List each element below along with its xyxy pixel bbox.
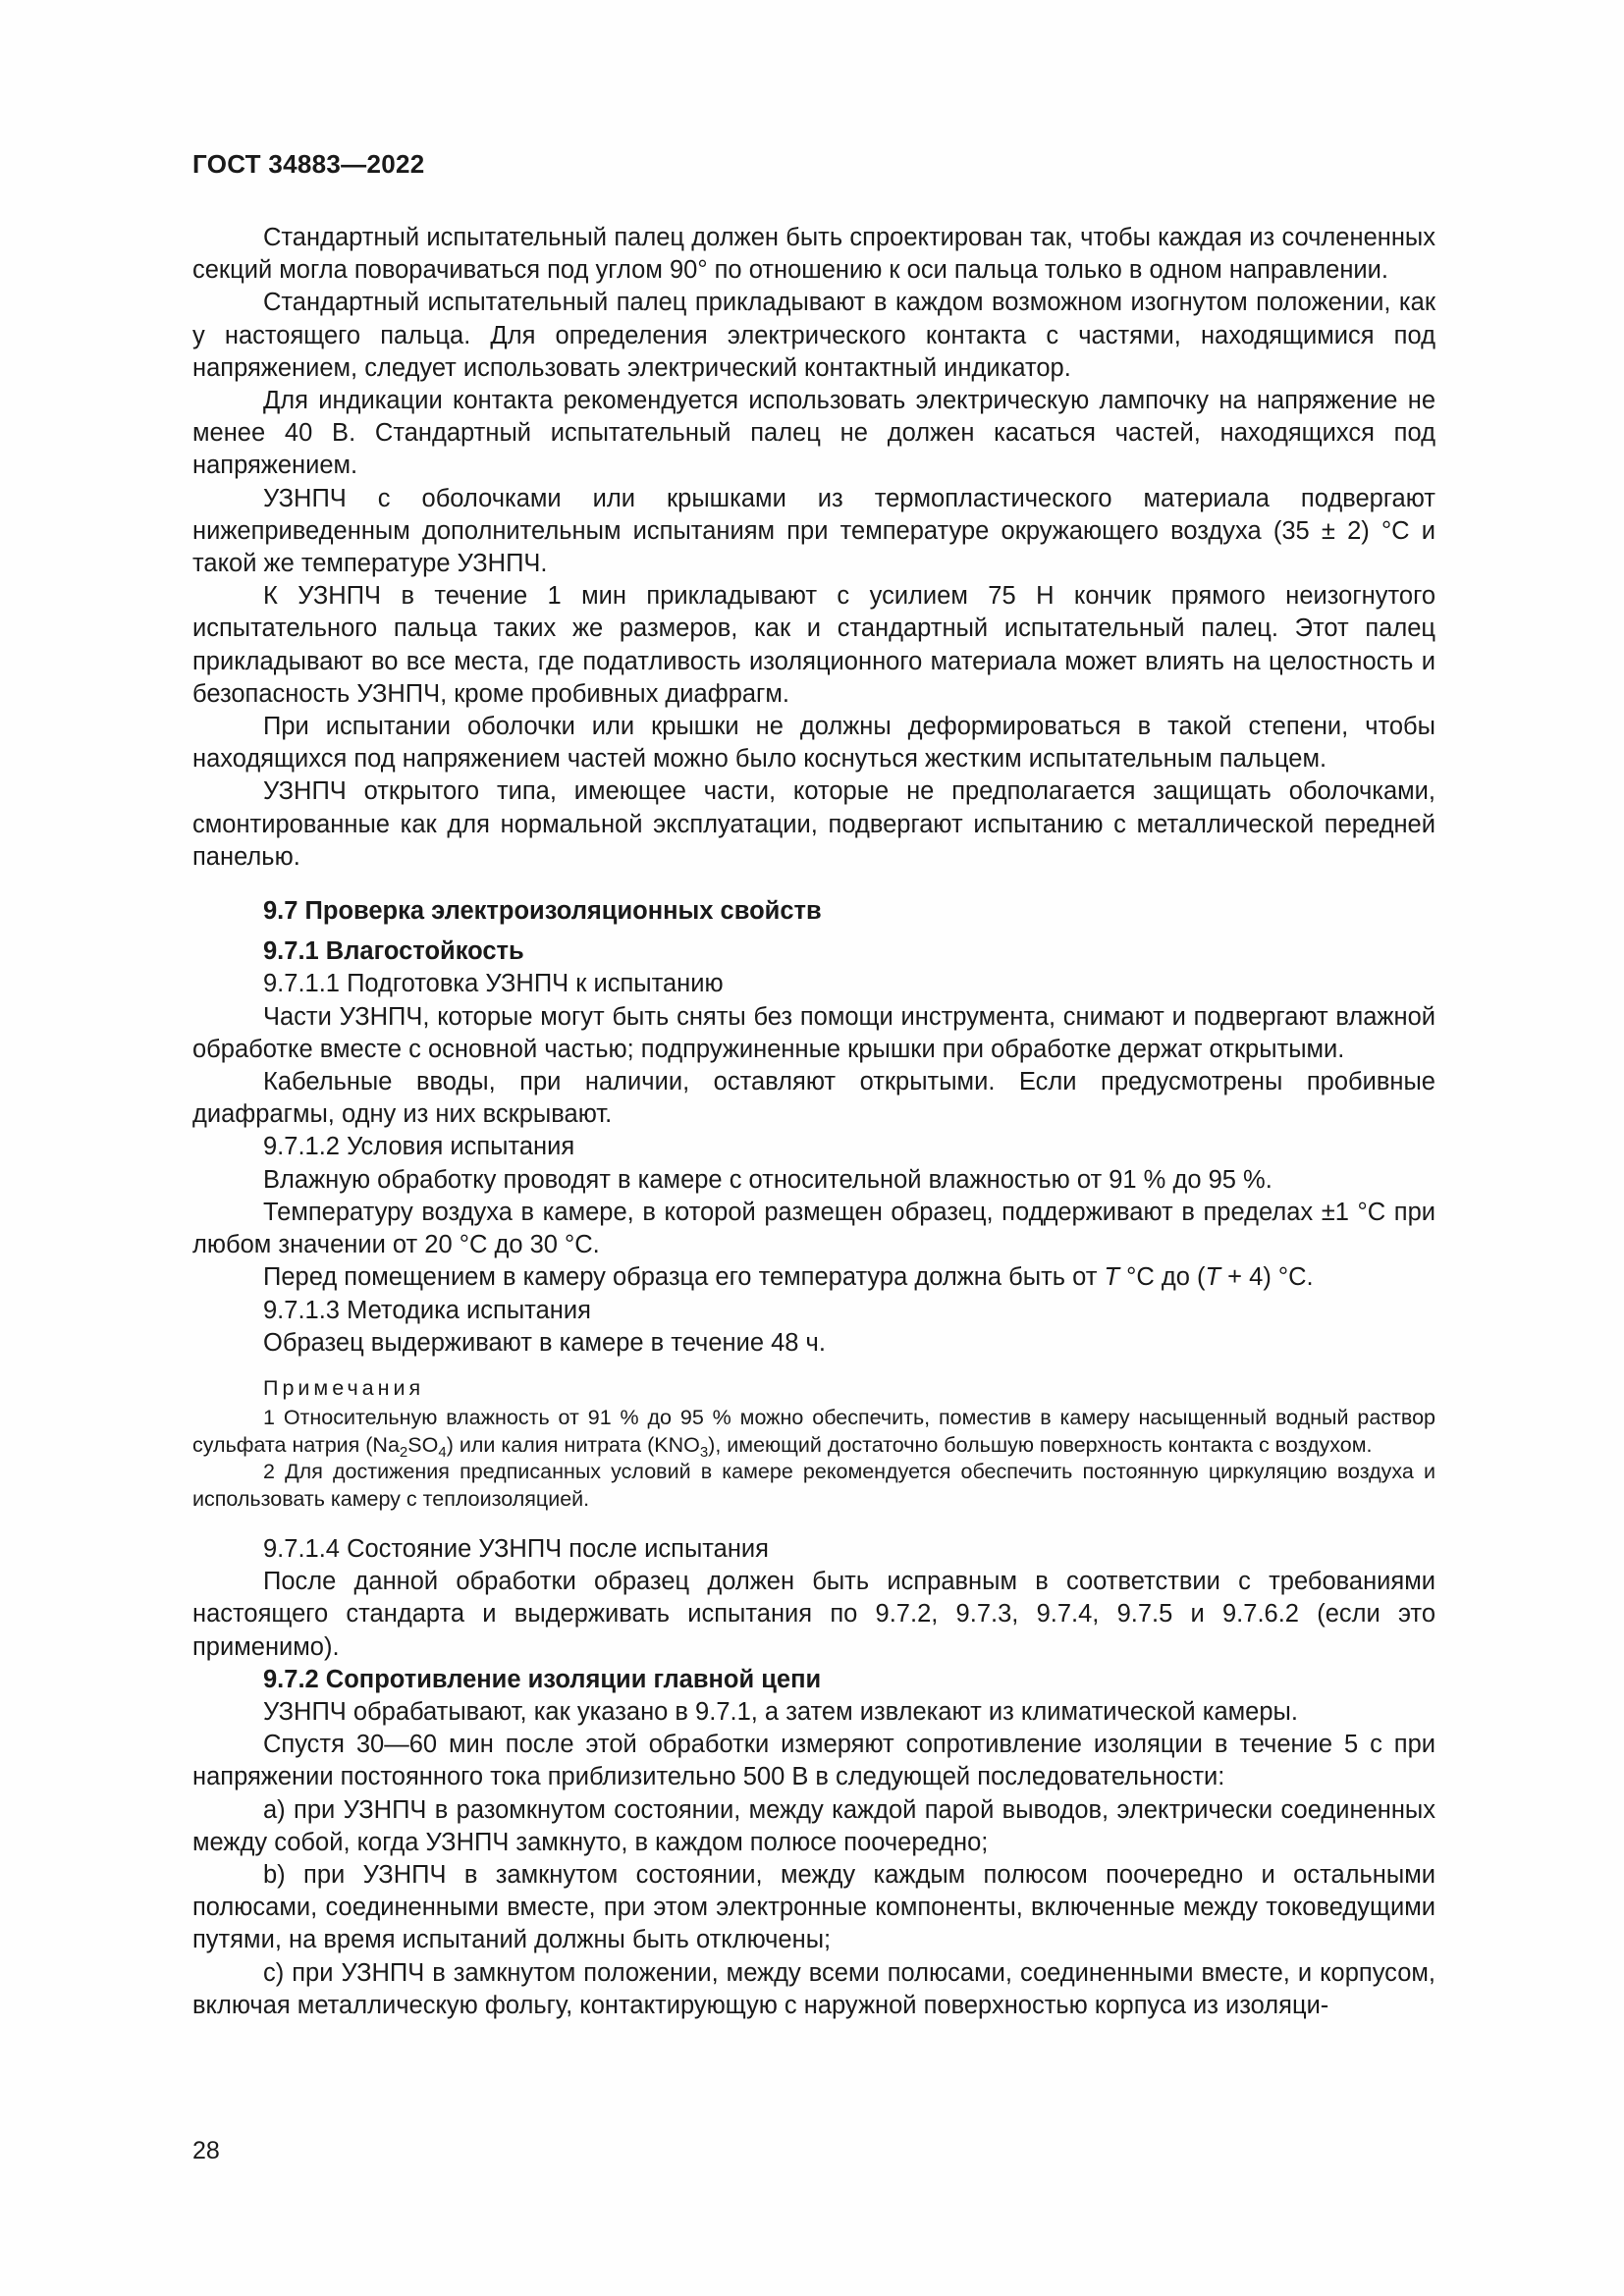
section-heading-9-7-1-2: 9.7.1.2 Условия испытания — [263, 1133, 575, 1161]
paragraph: К УЗНПЧ в течение 1 мин прикладывают с усилием 75 Н кончик прямого неизогнутого испытательного пальца таких же размеров, как и стандартный испытательный палец. Этот палец прикладывают во все места, где податливость изоляционного материала может влиять на целостность и безопасность УЗНПЧ, кроме пробивных диафрагм. — [192, 582, 1435, 708]
text-run: ), имеющий достаточно большую поверхность контакта с воздухом. — [708, 1432, 1373, 1457]
page-number: 28 — [192, 2137, 220, 2164]
text-run: + 4) °С. — [1220, 1263, 1314, 1292]
paragraph: Стандартный испытательный палец прикладывают в каждом возможном изогнутом положении, как у настоящего пальца. Для определения электрического контакта с частями, находящимися под напряжением, следует использовать электрический контактный индикатор. — [192, 289, 1435, 382]
notes-block — [192, 1375, 1435, 1514]
section-heading-9-7-1-1: 9.7.1.1 Подготовка УЗНПЧ к испытанию — [263, 970, 724, 998]
paragraph: Спустя 30—60 мин после этой обработки измеряют сопротивление изоляции в течение 5 с при напряжении постоянного тока приблизительно 500 В в следующей последовательности: — [192, 1731, 1435, 1791]
symbol-t: Т — [1104, 1263, 1120, 1292]
list-item-c: с) при УЗНПЧ в замкнутом положении, между всеми полюсами, соединенными вместе, и корпусом, включая металлическую фольгу, контактирующую с наружной поверхностью корпуса из изоляци- — [192, 1958, 1435, 2019]
paragraph: Части УЗНПЧ, которые могут быть сняты без помощи инструмента, снимают и подвергают влажной обработке вместе с основной частью; подпружиненные крышки при обработке держат открытыми. — [192, 1002, 1435, 1063]
notes-title: Примечания — [263, 1375, 425, 1400]
paragraph: Кабельные вводы, при наличии, оставляют открытыми. Если предусмотрены пробивные диафрагмы, одну из них вскрывают. — [192, 1068, 1435, 1129]
list-item-b: b) при УЗНПЧ в замкнутом состоянии, между каждым полюсом поочередно и остальными полюсами, соединенными вместе, при этом электронные компоненты, включенные между токоведущими путями, на время испытаний должны быть отключены; — [192, 1860, 1435, 1954]
paragraph: УЗНПЧ открытого типа, имеющее части, которые не предполагается защищать оболочками, смонтированные как для нормальной эксплуатации, подвергают испытанию с металлической передней панелью. — [192, 777, 1435, 871]
paragraph: УЗНПЧ с оболочками или крышками из термопластического материала подвергают нижеприведенным дополнительным испытаниям при температуре окружающего воздуха (35 ± 2) °С и такой же температуре УЗНПЧ. — [192, 484, 1435, 578]
text-run: °С до ( — [1119, 1263, 1206, 1292]
subscript: 2 — [399, 1443, 408, 1461]
section-heading-9-7-1: 9.7.1 Влагостойкость — [263, 937, 524, 966]
section-heading-9-7-2: 9.7.2 Сопротивление изоляции главной цепи — [263, 1665, 822, 1693]
list-item-a: а) при УЗНПЧ в разомкнутом состоянии, между каждой парой выводов, электрически соединенных между собой, когда УЗНПЧ замкнуто, в каждом полюсе поочередно; — [192, 1795, 1435, 1856]
paragraph: Температуру воздуха в камере, в которой размещен образец, поддерживают в пределах ±1 °С при любом значении от 20 °С до 30 °С. — [192, 1198, 1435, 1259]
document-body — [192, 222, 1435, 2022]
section-heading-9-7-1-4: 9.7.1.4 Состояние УЗНПЧ после испытания — [263, 1534, 769, 1563]
text-run: ) или калия нитрата (KNO — [446, 1432, 700, 1457]
symbol-t: Т — [1205, 1263, 1221, 1292]
paragraph: Для индикации контакта рекомендуется использовать электрическую лампочку на напряжение не менее 40 В. Стандартный испытательный палец не должен касаться частей, находящихся под напряжением. — [192, 387, 1435, 480]
subscript: 4 — [438, 1443, 447, 1461]
section-heading-9-7: 9.7 Проверка электроизоляционных свойств — [263, 897, 822, 926]
paragraph: Влажную обработку проводят в камере с относительной влажностью от 91 % до 95 %. — [263, 1165, 1272, 1194]
text-run: 1 Относительную влажность от 91 % до 95 % можно обеспечить, поместив в камеру насыщенный водный раствор сульфата натрия (Na — [192, 1405, 1435, 1457]
paragraph: Образец выдерживают в камере в течение 48 ч. — [263, 1328, 826, 1357]
paragraph: Стандартный испытательный палец должен быть спроектирован так, чтобы каждая из сочлененных секций могла поворачиваться под углом 90° по отношению к оси пальца только в одном направлении. — [192, 224, 1435, 285]
paragraph: УЗНПЧ обрабатывают, как указано в 9.7.1, а затем извлекают из климатической камеры. — [263, 1697, 1298, 1726]
text-run: Перед помещением в камеру образца его температура должна быть от — [263, 1263, 1105, 1292]
document-header: ГОСТ 34883—2022 — [192, 149, 425, 179]
text-run: SO — [407, 1432, 439, 1457]
note-1 — [192, 1405, 1435, 1460]
section-heading-9-7-1-3: 9.7.1.3 Методика испытания — [263, 1296, 591, 1324]
paragraph: После данной обработки образец должен быть исправным в соответствии с требованиями настоящего стандарта и выдерживать испытания по 9.7.2, 9.7.3, 9.7.4, 9.7.5 и 9.7.6.2 (если это применимо). — [192, 1568, 1435, 1661]
paragraph-temperature — [192, 1261, 1435, 1294]
paragraph: При испытании оболочки или крышки не должны деформироваться в такой степени, чтобы находящихся под напряжением частей можно было коснуться жестким испытательным пальцем. — [192, 713, 1435, 774]
note-2: 2 Для достижения предписанных условий в камере рекомендуется обеспечить постоянную циркуляцию воздуха и использовать камеру с теплоизоляцией. — [192, 1460, 1435, 1512]
subscript: 3 — [699, 1443, 709, 1461]
